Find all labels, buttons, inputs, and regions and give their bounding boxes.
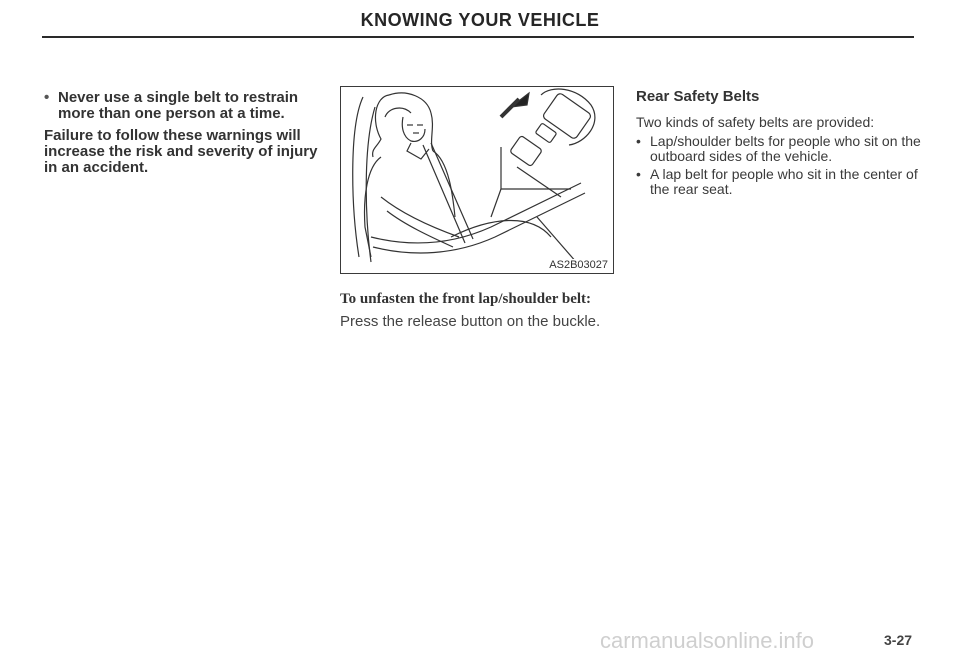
rear-belts-section — [636, 88, 936, 200]
warning-bullet — [44, 90, 324, 122]
page-number: 3-27 — [884, 632, 913, 648]
page-header: KNOWING YOUR VEHICLE — [360, 10, 600, 30]
unfasten-title: To unfasten the front lap/shoulder belt: — [340, 291, 592, 307]
seatbelt-drawing — [341, 87, 613, 273]
warning-consequence: Failure to follow these warnings will increase the risk and severity of injury in an accident. — [44, 127, 318, 176]
bullet-icon: • — [636, 166, 641, 182]
list-item — [636, 167, 936, 197]
warning-bullet-text: Never use a single belt to restrain more than one person at a time. — [58, 89, 299, 122]
watermark: carmanualsonline.info — [600, 628, 815, 653]
rear-belts-title: Rear Safety Belts — [636, 88, 760, 105]
list-item-text: Lap/shoulder belts for people who sit on the outboard sides of the vehicle. — [650, 133, 921, 164]
unfasten-instruction: Press the release button on the buckle. — [340, 313, 601, 330]
figure-code: AS2B03027 — [549, 259, 608, 271]
rear-belts-list — [636, 134, 936, 197]
list-item-text: A lap belt for people who sit in the center of the rear seat. — [650, 166, 918, 197]
bullet-icon: • — [44, 89, 50, 106]
seatbelt-illustration — [340, 86, 614, 274]
header-rule — [42, 36, 914, 38]
warning-column — [44, 90, 324, 176]
rear-belts-intro: Two kinds of safety belts are provided: — [636, 114, 875, 130]
list-item — [636, 134, 936, 164]
bullet-icon: • — [636, 133, 641, 149]
